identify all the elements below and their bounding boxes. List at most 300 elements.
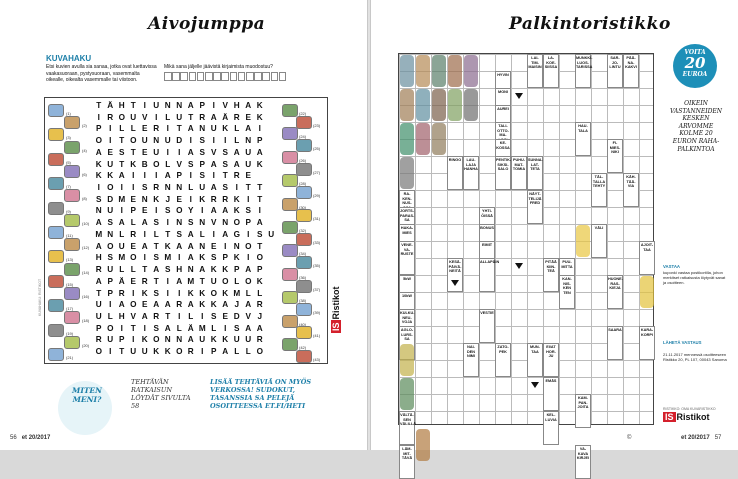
word-search-letter[interactable]: S [107,218,113,228]
word-search-letter[interactable]: J [234,300,240,310]
word-search-letter[interactable]: U [245,335,252,345]
word-search-letter[interactable]: I [143,229,146,239]
word-search-letter[interactable]: U [210,276,217,286]
word-search-letter[interactable]: I [132,288,135,298]
word-search-letter[interactable]: L [199,229,205,239]
word-search-letter[interactable]: T [130,101,136,110]
word-search-letter[interactable]: S [176,229,182,239]
word-search-letter[interactable]: V [142,112,148,122]
word-search-letter[interactable]: I [212,171,215,181]
word-search-letter[interactable]: N [222,218,229,228]
word-search-letter[interactable]: L [130,124,136,134]
word-search-letter[interactable]: K [164,241,171,251]
word-search-letter[interactable]: T [153,276,159,286]
word-search-letter[interactable]: R [153,124,160,134]
word-search-letter[interactable]: O [153,335,160,345]
word-search-letter[interactable]: U [107,206,114,216]
word-search-letter[interactable]: A [141,241,148,251]
word-search-letter[interactable]: S [188,218,194,228]
word-search-letter[interactable]: K [256,159,263,169]
word-search-letter[interactable]: G [233,229,240,239]
word-search-letter[interactable]: T [165,229,171,239]
word-search-letter[interactable]: E [245,171,251,181]
word-search-letter[interactable]: L [257,288,263,298]
word-search-letter[interactable]: T [165,311,171,321]
word-search-letter[interactable]: O [176,206,183,216]
word-search-letter[interactable]: I [155,206,158,216]
word-search-letter[interactable]: N [199,124,206,134]
word-search-letter[interactable]: U [130,112,137,122]
word-search-letter[interactable]: H [95,253,102,263]
word-search-letter[interactable]: S [153,323,159,333]
word-search-letter[interactable]: M [233,288,241,298]
word-search-letter[interactable]: L [119,265,125,275]
word-search-letter[interactable]: K [222,288,229,298]
word-search-letter[interactable]: K [199,300,206,310]
word-search-letter[interactable]: K [199,194,206,204]
word-search-letter[interactable]: D [107,194,114,204]
word-search-letter[interactable]: T [130,147,136,157]
word-search-letter[interactable]: S [153,253,159,263]
word-search-letter[interactable]: O [130,136,137,146]
word-search-letter[interactable]: M [118,253,126,263]
word-search-letter[interactable]: O [95,347,102,357]
word-search-letter[interactable]: T [119,159,125,169]
word-search-letter[interactable]: P [199,101,205,110]
word-search-letter[interactable]: R [95,265,102,275]
word-search-letter[interactable]: A [141,218,148,228]
word-search-letter[interactable]: U [245,159,252,169]
word-search-letter[interactable]: N [199,241,206,251]
answer-box[interactable] [238,72,246,81]
word-search-letter[interactable]: N [176,218,183,228]
word-search-letter[interactable]: O [107,183,114,193]
word-search-letter[interactable]: L [107,311,113,321]
word-search-letter[interactable]: U [176,112,183,122]
word-search-letter[interactable]: N [176,183,183,193]
answer-box[interactable] [189,72,197,81]
word-search-letter[interactable]: A [210,206,217,216]
word-search-letter[interactable]: R [118,288,125,298]
word-search-letter[interactable]: A [153,265,160,275]
word-search-letter[interactable]: I [97,183,100,193]
word-search-letter[interactable]: T [142,265,148,275]
word-search-letter[interactable]: R [95,335,102,345]
word-search-letter[interactable]: I [189,171,192,181]
word-search-letter[interactable]: T [119,136,125,146]
word-search-letter[interactable]: Ä [187,323,194,333]
word-search-letter[interactable]: M [198,323,206,333]
word-search-letter[interactable]: E [130,194,136,204]
word-search-letter[interactable]: O [256,253,263,263]
word-search-letter[interactable]: T [199,276,205,286]
word-search-letter[interactable]: K [153,347,160,357]
word-search-letter[interactable]: I [235,183,238,193]
word-search-letter[interactable]: J [257,311,263,321]
answer-box[interactable] [246,72,254,81]
word-search-letter[interactable]: A [199,265,206,275]
more-puzzles-text[interactable]: LISÄÄ TEHTÄVIÄ ON MYÖS VERKOSSA! SUDOKUT, TASANSSIA SA PELEJÄ OSOITTEESSA ET.FI/HETI [210,378,312,410]
word-search-letter[interactable]: A [210,159,217,169]
word-search-letter[interactable]: A [187,147,194,157]
word-search-letter[interactable]: A [95,276,102,286]
word-search-letter[interactable]: I [166,147,169,157]
word-search-letter[interactable]: S [165,206,171,216]
word-search-letter[interactable]: Ä [118,276,125,286]
word-search-letter[interactable]: V [245,311,251,321]
word-search-letter[interactable]: A [187,124,194,134]
word-search-letter[interactable]: S [199,147,205,157]
word-search-letter[interactable]: I [143,323,146,333]
word-search-letter[interactable]: I [166,218,169,228]
word-search-letter[interactable]: R [233,112,240,122]
answer-box[interactable] [254,72,262,81]
word-search-letter[interactable]: E [176,194,182,204]
word-search-letter[interactable]: I [178,147,181,157]
word-search-letter[interactable]: U [210,124,217,134]
word-search-letter[interactable]: A [176,241,183,251]
word-search-letter[interactable]: P [96,323,102,333]
word-search-letter[interactable]: L [234,347,240,357]
word-search-letter[interactable]: I [247,229,250,239]
word-search-letter[interactable]: A [187,241,194,251]
word-search-letter[interactable]: O [130,253,137,263]
word-search-letter[interactable]: K [95,171,102,181]
word-search-letter[interactable]: L [234,136,240,146]
word-search-letter[interactable]: K [153,194,160,204]
word-search-letter[interactable]: N [141,194,148,204]
word-search-letter[interactable]: L [130,265,136,275]
word-search-letter[interactable]: M [118,194,126,204]
word-search-letter[interactable]: P [107,288,113,298]
word-search-letter[interactable]: S [211,311,217,321]
word-search-letter[interactable]: K [130,159,137,169]
word-search-letter[interactable]: R [153,311,160,321]
word-search-letter[interactable]: H [176,265,183,275]
word-search-letter[interactable]: N [153,136,160,146]
word-search-letter[interactable]: A [118,218,125,228]
word-search-letter[interactable]: P [130,206,136,216]
word-search-letter[interactable]: L [188,183,194,193]
word-search-letter[interactable]: U [164,136,171,146]
word-search-letter[interactable]: T [130,323,136,333]
word-search-letter[interactable]: K [256,276,263,286]
word-search-letter[interactable]: Y [188,206,194,216]
answer-box[interactable] [230,72,238,81]
word-search-letter[interactable]: A [164,323,171,333]
word-search-letter[interactable]: E [142,124,148,134]
word-search-letter[interactable]: R [107,112,114,122]
word-search-letter[interactable]: V [222,101,228,110]
word-search-letter[interactable]: T [257,241,263,251]
word-search-letter[interactable]: V [130,311,136,321]
word-search-letter[interactable]: O [245,276,252,286]
word-search-letter[interactable]: K [210,265,217,275]
word-search-letter[interactable]: P [257,265,263,275]
word-search-letter[interactable]: S [188,159,194,169]
word-search-letter[interactable]: U [233,335,240,345]
word-search-letter[interactable]: K [233,194,240,204]
word-search-letter[interactable]: M [187,276,195,286]
word-search-letter[interactable]: P [257,136,263,146]
word-search-letter[interactable]: U [130,347,137,357]
word-search-letter[interactable]: R [210,194,217,204]
word-search-letter[interactable]: N [164,183,171,193]
word-search-letter[interactable]: K [233,253,240,263]
word-search-letter[interactable]: O [245,241,252,251]
word-search-letter[interactable]: O [118,112,125,122]
word-search-letter[interactable]: L [153,229,159,239]
word-search-letter[interactable]: S [199,136,205,146]
word-search-letter[interactable]: L [245,347,251,357]
word-search-letter[interactable]: O [222,276,229,286]
word-search-letter[interactable]: A [245,323,252,333]
word-search-letter[interactable]: A [210,112,217,122]
word-search-letter[interactable]: A [118,171,125,181]
word-search-letter[interactable]: S [222,147,228,157]
word-search-letter[interactable]: I [224,323,227,333]
word-search-letter[interactable]: N [233,241,240,251]
word-search-letter[interactable]: T [245,183,251,193]
word-search-letter[interactable]: I [120,183,123,193]
word-search-letter[interactable]: R [233,171,240,181]
word-search-letter[interactable]: T [176,124,182,134]
word-search-letter[interactable]: L [119,229,125,239]
word-search-letter[interactable]: K [141,288,148,298]
word-search-letter[interactable]: S [119,147,125,157]
word-search-letter[interactable]: Ä [107,101,114,110]
word-search-letter[interactable]: K [256,101,263,110]
word-search-letter[interactable]: M [95,229,103,239]
word-search-letter[interactable]: S [165,265,171,275]
word-search-letter[interactable]: I [120,323,123,333]
word-search-letter[interactable]: I [212,229,215,239]
word-search-letter[interactable]: T [96,288,102,298]
word-search-letter[interactable]: S [107,253,113,263]
word-search-letter[interactable]: A [95,241,102,251]
word-search-letter[interactable]: L [234,276,240,286]
word-search-letter[interactable]: A [256,218,263,228]
word-search-letter[interactable]: K [256,112,263,122]
word-search-letter[interactable]: U [141,136,148,146]
word-search-letter[interactable]: P [234,265,240,275]
word-search-letter[interactable]: I [212,136,215,146]
word-search-letter[interactable]: S [96,194,102,204]
word-search-letter[interactable]: A [245,124,252,134]
word-search-letter[interactable]: U [118,241,125,251]
word-search-letter[interactable]: S [153,218,159,228]
word-search-letter[interactable]: I [97,112,100,122]
word-search-letter[interactable]: P [245,218,251,228]
word-search-letter[interactable]: I [143,253,146,263]
word-search-letter[interactable]: L [245,288,251,298]
word-search-letter[interactable]: E [130,276,136,286]
answer-box[interactable] [271,72,279,81]
word-search-letter[interactable]: R [153,183,160,193]
word-search-letter[interactable]: K [222,124,229,134]
word-search-letter[interactable]: I [109,347,112,357]
word-search-letter[interactable]: A [187,229,194,239]
word-search-letter[interactable]: E [211,241,217,251]
word-search-letter[interactable]: L [165,112,171,122]
word-search-letter[interactable]: O [130,300,137,310]
word-search-letter[interactable]: A [164,300,171,310]
word-search-letter[interactable]: K [95,159,102,169]
word-search-letter[interactable]: A [95,147,102,157]
crossword-grid[interactable] [398,53,654,461]
word-search-letter[interactable]: N [176,101,183,110]
word-search-letter[interactable]: V [211,218,217,228]
word-search-letter[interactable]: S [245,206,251,216]
word-search-letter[interactable]: E [222,311,228,321]
word-search-letter[interactable]: I [212,101,215,110]
word-search-letter[interactable]: A [222,206,229,216]
word-search-letter[interactable]: S [199,171,205,181]
word-search-letter[interactable]: T [96,101,102,110]
word-search-letter[interactable]: I [143,171,146,181]
word-search-letter[interactable]: P [119,335,125,345]
word-search-letter[interactable]: K [233,206,240,216]
word-search-letter[interactable]: A [153,300,160,310]
word-search-letter[interactable]: T [188,112,194,122]
word-search-letter[interactable]: S [234,323,240,333]
word-search-letter[interactable]: P [211,347,217,357]
word-search-letter[interactable]: A [256,323,263,333]
word-search-letter[interactable]: A [210,183,217,193]
word-search-letter[interactable]: E [107,147,113,157]
answer-box[interactable] [180,72,188,81]
word-search-letter[interactable]: U [153,101,160,110]
word-search-letter[interactable]: A [176,276,183,286]
word-search-letter[interactable]: I [201,347,204,357]
word-search-letter[interactable]: I [132,335,135,345]
word-search-letter[interactable]: U [107,335,114,345]
answer-box[interactable] [197,72,205,81]
word-search-letter[interactable]: O [107,323,114,333]
word-search-letter[interactable]: N [107,229,114,239]
word-search-letter[interactable]: A [187,101,194,110]
word-search-letter[interactable]: V [211,147,217,157]
word-search-letter[interactable]: K [222,335,229,345]
word-search-letter[interactable]: A [222,229,229,239]
word-search-letter[interactable]: U [245,147,252,157]
word-search-letter[interactable]: A [245,101,252,110]
word-search-letter[interactable]: I [258,206,261,216]
word-search-letter[interactable]: U [107,265,114,275]
word-search-letter[interactable]: S [257,229,263,239]
word-search-letter[interactable]: A [222,347,229,357]
word-search-letter[interactable]: I [155,171,158,181]
word-search-letter[interactable]: E [142,206,148,216]
word-search-letter[interactable]: U [95,300,102,310]
word-search-letter[interactable]: S [211,253,217,263]
word-search-letter[interactable]: R [256,300,263,310]
word-search-letter[interactable]: U [95,311,102,321]
word-search-letter[interactable]: R [176,300,183,310]
word-search-letter[interactable]: A [95,218,102,228]
word-search-letter[interactable]: L [119,124,125,134]
word-search-letter[interactable]: A [187,253,194,263]
word-search-grid[interactable] [93,100,277,358]
word-search-letter[interactable]: A [245,300,252,310]
word-search-letter[interactable]: O [256,347,263,357]
word-search-letter[interactable]: I [155,112,158,122]
word-search-letter[interactable]: I [166,288,169,298]
word-search-letter[interactable]: U [199,183,206,193]
word-search-letter[interactable]: O [176,347,183,357]
word-search-letter[interactable]: L [130,218,136,228]
word-search-letter[interactable]: P [107,276,113,286]
answer-box[interactable] [262,72,270,81]
word-search-letter[interactable]: O [153,159,160,169]
word-search-letter[interactable]: D [176,136,183,146]
word-search-letter[interactable]: E [130,241,136,251]
word-search-letter[interactable]: K [187,288,194,298]
answer-box[interactable] [172,72,180,81]
word-search-letter[interactable]: A [187,300,194,310]
word-search-letter[interactable]: N [95,206,102,216]
word-search-letter[interactable]: E [142,147,148,157]
word-search-letter[interactable]: R [141,276,148,286]
word-search-letter[interactable]: I [166,276,169,286]
word-search-letter[interactable]: T [257,183,263,193]
word-search-letter[interactable]: I [201,311,204,321]
word-search-letter[interactable]: R [130,229,137,239]
word-search-letter[interactable]: I [178,253,181,263]
word-search-letter[interactable]: H [118,101,125,110]
word-search-letter[interactable]: K [199,288,206,298]
word-search-letter[interactable]: K [107,171,114,181]
word-search-letter[interactable]: N [187,265,194,275]
answer-box[interactable] [221,72,229,81]
word-search-letter[interactable]: L [234,124,240,134]
word-search-letter[interactable]: A [233,147,240,157]
word-search-letter[interactable]: S [142,183,148,193]
word-search-letter[interactable]: I [189,194,192,204]
word-search-letter[interactable]: N [245,136,252,146]
word-search-letter[interactable]: H [118,311,125,321]
word-search-letter[interactable]: O [95,136,102,146]
word-search-letter[interactable]: L [211,323,217,333]
word-search-letter[interactable]: N [176,335,183,345]
word-search-letter[interactable]: R [222,194,229,204]
word-search-letter[interactable]: I [109,136,112,146]
answer-box[interactable] [164,72,172,81]
word-search-letter[interactable]: P [96,124,102,134]
answer-box[interactable] [213,72,221,81]
word-search-letter[interactable]: L [188,311,194,321]
word-search-letter[interactable]: A [256,147,263,157]
word-search-letter[interactable]: R [256,335,263,345]
word-search-letter[interactable]: A [164,171,171,181]
word-search-letter[interactable]: K [222,265,229,275]
word-search-letter[interactable]: I [224,136,227,146]
word-search-letter[interactable]: S [222,183,228,193]
word-search-letter[interactable]: I [109,124,112,134]
word-search-letter[interactable]: S [222,159,228,169]
answer-box[interactable] [205,72,213,81]
word-search-letter[interactable]: T [119,347,125,357]
word-search-letter[interactable]: A [245,265,252,275]
word-search-letter[interactable]: U [141,347,148,357]
word-search-letter[interactable]: I [189,136,192,146]
word-search-letter[interactable]: I [132,183,135,193]
word-search-letter[interactable]: A [187,335,194,345]
word-search-letter[interactable]: E [142,300,148,310]
word-search-letter[interactable]: R [199,112,206,122]
word-search-letter[interactable]: A [233,159,240,169]
word-search-letter[interactable]: U [153,147,160,157]
